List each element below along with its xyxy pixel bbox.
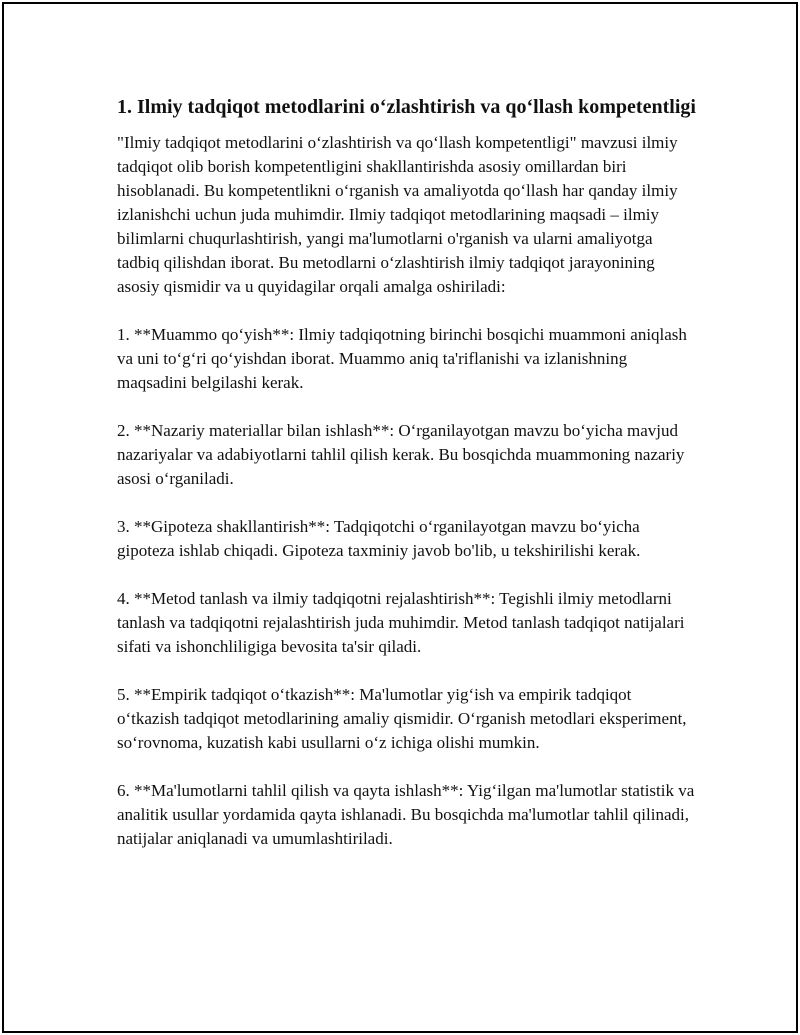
list-item-theoretical-materials: 2. **Nazariy materiallar bilan ishlash**: O‘rganilayotgan mavzu bo‘yicha mavjud nazariyalar va adabiyotlarni tahlil qilish kerak. Bu bosqichda muammoning nazariy asosi o‘rganiladi. <box>117 421 685 488</box>
list-item-method-selection: 4. **Metod tanlash va ilmiy tadqiqotni rejalashtirish**: Tegishli ilmiy metodlarni tanlash va tadqiqotni rejalashtirish juda muhimdir. Metod tanlash tadqiqot natijalari sifati va ishonchliligiga bevosita ta'sir qiladi. <box>117 589 685 656</box>
list-item-empirical-research: 5. **Empirik tadqiqot o‘tkazish**: Ma'lumotlar yig‘ish va empirik tadqiqot o‘tkazish tadqiqot metodlarining amaliy qismidir. O‘rganish metodlari eksperiment, so‘rovnoma, kuzatish kabi usullarni o‘z ichiga olishi mumkin. <box>117 685 687 752</box>
document-body <box>117 94 697 875</box>
list-item-data-analysis: 6. **Ma'lumotlarni tahlil qilish va qayta ishlash**: Yig‘ilgan ma'lumotlar statistik va analitik usullar yordamida qayta ishlanadi. Bu bosqichda ma'lumotlar tahlil qilinadi, natijalar aniqlanadi va umumlashtiriladi. <box>117 781 695 848</box>
list-item-hypothesis: 3. **Gipoteza shakllantirish**: Tadqiqotchi o‘rganilayotgan mavzu bo‘yicha gipoteza ishlab chiqadi. Gipoteza taxminiy javob bo'lib, u tekshirilishi kerak. <box>117 517 641 560</box>
intro-paragraph: "Ilmiy tadqiqot metodlarini o‘zlashtirish va qo‘llash kompetentligi" mavzusi ilmiy tadqiqot olib borish kompetentligini shakllantirishda asosiy omillardan biri hisoblanadi. Bu kompetentlikni o‘rganish va amaliyotda qo‘llash har qanday ilmiy izlanishchi uchun juda muhimdir. Ilmiy tadqiqot metodlarining maqsadi – ilmiy bilimlarni chuqurlashtirish, yangi ma'lumotlarni o'rganish va ularni amaliyotga tadbiq qilishdan iborat. Bu metodlarni o‘zlashtirish ilmiy tadqiqot jarayonining asosiy qismidir va u quyidagilar orqali amalga oshiriladi: <box>117 133 678 296</box>
list-item-problem-statement: 1. **Muammo qo‘yish**: Ilmiy tadqiqotning birinchi bosqichi muammoni aniqlash va uni to‘g‘ri qo‘yishdan iborat. Muammo aniq ta'riflanishi va izlanishning maqsadini belgilashi kerak. <box>117 325 687 392</box>
section-heading: 1. Ilmiy tadqiqot metodlarini o‘zlashtirish va qo‘llash kompetentligi <box>117 96 696 118</box>
